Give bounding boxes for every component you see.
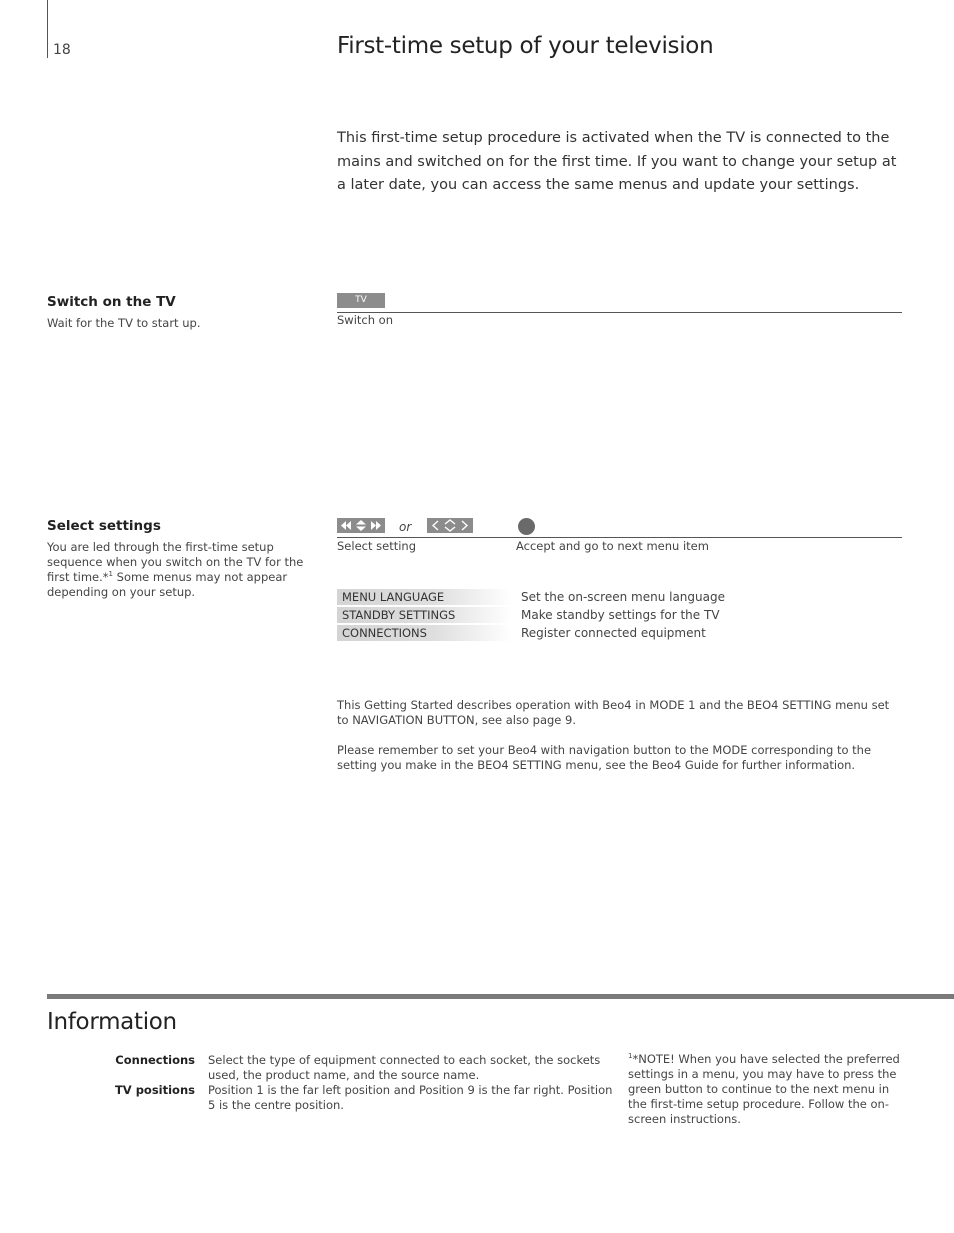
green-button-icon [518, 518, 535, 535]
step-icons [339, 519, 383, 532]
footnote-mark: 1 [108, 570, 113, 579]
or-label: or [399, 520, 412, 534]
navigation-icons [429, 519, 471, 532]
right-arrow-icon [462, 521, 467, 530]
select-settings-rule [337, 537, 902, 538]
select-settings-description: You are led through the first-time setup sequence when you switch on the TV for the first time.*$^1$ Some menus may not appear depending on your setup. [47, 540, 304, 599]
standby-settings-item: STANDBY SETTINGS [337, 607, 512, 623]
fast-rewind-icon [341, 521, 351, 530]
information-title: Information [47, 1009, 177, 1035]
standby-settings-desc: Make standby settings for the TV [521, 608, 720, 622]
note-beo4-setting: Please remember to set your Beo4 with navigation button to the MODE corresponding to the setting you make in the BEO4 SETTING menu, see the Beo4 Guide for further information. [337, 743, 872, 772]
menu-language-item: MENU LANGUAGE [337, 589, 512, 605]
select-settings-heading: Select settings [47, 518, 161, 534]
step-key [337, 518, 385, 533]
connections-item: CONNECTIONS [337, 625, 512, 641]
note-beo4-mode: This Getting Started describes operation with Beo4 in MODE 1 and the BEO4 SETTING menu set to NAVIGATION BUTTON, see also page 9. [337, 698, 890, 727]
footnote: $^1$*NOTE! When you have selected the preferred settings in a menu, you may have to press the green button to continue to the next menu in the first-time setup procedure. Follow the on-screen instructions. [628, 1052, 900, 1126]
menu-language-desc: Set the on-screen menu language [521, 590, 725, 604]
page-title: First-time setup of your television [337, 33, 714, 59]
page-number: 18 [53, 42, 71, 58]
up-down-arrow-icon [356, 520, 366, 531]
navigation-key [427, 518, 473, 533]
switch-on-heading: Switch on the TV [47, 294, 176, 310]
switch-on-action: Switch on [337, 313, 394, 327]
intro-paragraph: This first-time setup procedure is activated when the TV is connected to the mains and switched on for the first time. If you want to change your setup at a later date, you can access the same menus and update your settings. [337, 130, 897, 193]
information-divider [47, 994, 954, 999]
connections-label: Connections [115, 1053, 195, 1067]
tv-positions-text: Position 1 is the far left position and Position 9 is the far right. Position 5 is the centre position. [208, 1083, 613, 1112]
switch-on-description: Wait for the TV to start up. [47, 316, 201, 330]
tv-key: TV [337, 293, 385, 308]
up-down-arrow-icon [445, 520, 455, 531]
fast-forward-icon [371, 521, 381, 530]
connections-text: Select the type of equipment connected to each socket, the sockets used, the product name, and the source name. [208, 1053, 601, 1082]
select-setting-label: Select setting [337, 539, 417, 553]
switch-on-rule [337, 312, 902, 313]
tv-positions-label: TV positions [114, 1083, 195, 1097]
page-margin-line [47, 0, 48, 58]
left-arrow-icon [433, 521, 438, 530]
connections-desc: Register connected equipment [521, 626, 706, 640]
footnote-number: 1 [628, 1052, 633, 1061]
accept-label: Accept and go to next menu item [516, 539, 709, 553]
